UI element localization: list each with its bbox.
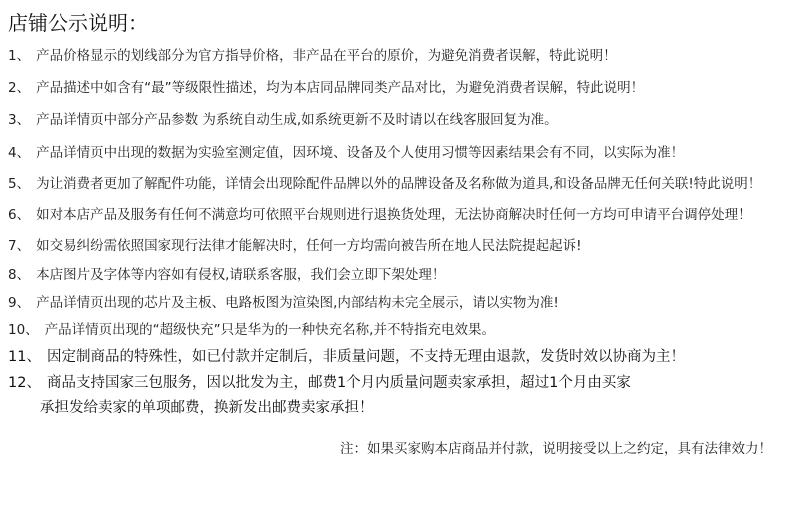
notice-item-4 (8, 144, 684, 162)
notice-item-12-continuation: 承担发给卖家的单项邮费，换新发出邮费卖家承担！ (40, 400, 374, 416)
item-text: 如对本店产品及服务有任何不满意均可依照平台规则进行退换货处理，无法协商解决时任何一方均可申请平台调停处理！ (36, 207, 752, 223)
notice-item-12 (8, 374, 631, 392)
item-text: 因定制商品的特殊性，如已付款并定制后，非质量问题，不支持无理由退款，发货时效以协商为主！ (46, 349, 685, 365)
item-number: 4、 (8, 145, 31, 161)
item-number: 11、 (8, 349, 41, 365)
notice-item-6 (8, 206, 752, 224)
item-number: 3、 (8, 112, 31, 128)
notice-item-8 (8, 266, 445, 284)
item-number: 7、 (8, 238, 31, 254)
notice-item-5 (8, 175, 761, 193)
notice-item-3 (8, 111, 558, 129)
item-number: 12、 (8, 375, 41, 391)
item-text: 产品价格显示的划线部分为官方指导价格，非产品在平台的原价，为避免消费者误解，特此说明！ (36, 48, 617, 64)
notice-item-9 (8, 294, 559, 312)
item-number: 8、 (8, 267, 31, 283)
notice-item-11 (8, 348, 685, 366)
notice-item-1 (8, 47, 617, 65)
notice-item-7 (8, 237, 582, 255)
notice-item-10 (8, 321, 495, 339)
item-text: 产品描述中如含有“最”等级限性描述，均为本店同品牌同类产品对比，为避免消费者误解，特此说明！ (36, 80, 645, 96)
item-text: 为让消费者更加了解配件功能，详情会出现除配件品牌以外的品牌设备及名称做为道具,和设备品牌无任何关联!特此说明！ (36, 176, 762, 192)
item-text: 产品详情页中部分产品参数 为系统自动生成,如系统更新不及时请以在线客服回复为准。 (36, 112, 558, 128)
item-text: 产品详情页出现的“超级快充”只是华为的一种快充名称,并不特指充电效果。 (44, 322, 495, 338)
item-number: 10、 (8, 322, 39, 338)
item-text: 本店图片及字体等内容如有侵权,请联系客服，我们会立即下架处理！ (36, 267, 446, 283)
item-number: 2、 (8, 80, 31, 96)
item-number: 1、 (8, 48, 31, 64)
item-text: 产品详情页出现的芯片及主板、电路板图为渲染图,内部结构未完全展示，请以实物为准! (36, 295, 559, 311)
notice-title: 店铺公示说明： (8, 11, 148, 35)
notice-item-2 (8, 79, 644, 97)
item-text: 如交易纠纷需依照国家现行法律才能解决时，任何一方均需向被告所在地人民法院提起起诉! (36, 238, 582, 254)
item-text: 产品详情页中出现的数据为实验室测定值，因环境、设备及个人使用习惯等因素结果会有不同，以实际为准！ (36, 145, 685, 161)
legal-footnote: 注：如果买家购本店商品并付款，说明接受以上之约定，具有法律效力！ (340, 441, 772, 457)
item-text: 商品支持国家三包服务，因以批发为主，邮费1个月内质量问题卖家承担，超过1个月由买家 (46, 375, 631, 391)
item-number: 9、 (8, 295, 31, 311)
item-number: 5、 (8, 176, 31, 192)
item-number: 6、 (8, 207, 31, 223)
